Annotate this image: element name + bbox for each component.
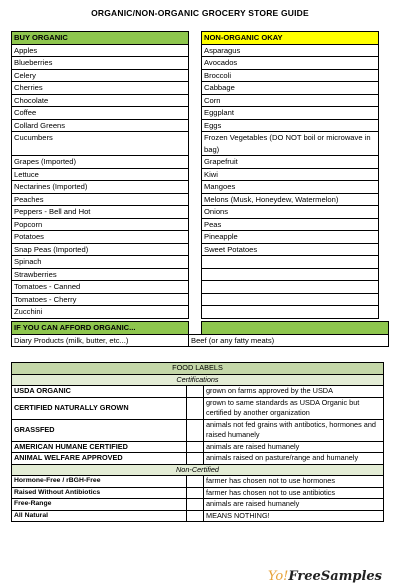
food-label-name: Raised Without Antibiotics <box>12 487 187 499</box>
non-organic-item <box>202 256 379 269</box>
non-organic-item: Broccoli <box>202 69 379 82</box>
food-labels-header: FOOD LABELS <box>12 363 384 375</box>
non-organic-item <box>202 268 379 281</box>
buy-organic-item: Lettuce <box>12 168 189 181</box>
food-label-description: grown to same standards as USDA Organic but certified by another organization <box>204 397 384 419</box>
buy-organic-item: Blueberries <box>12 57 189 70</box>
food-label-description: animals are raised humanely <box>204 441 384 453</box>
buy-organic-item: Cherries <box>12 82 189 95</box>
food-label-description: farmer has chosen not to use antibiotics <box>204 487 384 499</box>
buy-organic-item: Strawberries <box>12 268 189 281</box>
buy-organic-item: Celery <box>12 69 189 82</box>
non-organic-item: Onions <box>202 206 379 219</box>
buy-organic-item: Snap Peas (Imported) <box>12 243 189 256</box>
afford-dairy: Diary Products (milk, butter, etc...) <box>12 334 189 347</box>
food-label-description: grown on farms approved by the USDA <box>204 386 384 398</box>
food-label-name: Free-Range <box>12 499 187 511</box>
buy-organic-header: BUY ORGANIC <box>12 32 189 45</box>
non-organic-item: Mangoes <box>202 181 379 194</box>
buy-organic-item: Spinach <box>12 256 189 269</box>
buy-organic-item: Collard Greens <box>12 119 189 132</box>
noncertified-header: Non-Certified <box>12 464 384 476</box>
page-title: ORGANIC/NON-ORGANIC GROCERY STORE GUIDE <box>91 8 309 18</box>
non-organic-item: Grapefruit <box>202 156 379 169</box>
food-label-name: All Natural <box>12 510 187 522</box>
buy-organic-item: Coffee <box>12 107 189 120</box>
buy-organic-item: Tomatoes - Cherry <box>12 293 189 306</box>
non-organic-item: Avocados <box>202 57 379 70</box>
buy-organic-item: Peppers - Bell and Hot <box>12 206 189 219</box>
buy-organic-item: Zucchini <box>12 306 189 319</box>
food-label-name: USDA ORGANIC <box>12 386 187 398</box>
buy-organic-item: Peaches <box>12 193 189 206</box>
non-organic-item: Eggs <box>202 119 379 132</box>
buy-organic-item: Popcorn <box>12 218 189 231</box>
food-label-description: animals not fed grains with antibotics, hormones and raised humanely <box>204 419 384 441</box>
certifications-header: Certifications <box>12 374 384 386</box>
buy-organic-item: Cucumbers <box>12 132 189 156</box>
buy-organic-item: Nectarines (Imported) <box>12 181 189 194</box>
buy-organic-item: Potatoes <box>12 231 189 244</box>
food-label-description: MEANS NOTHING! <box>204 510 384 522</box>
non-organic-item: Peas <box>202 218 379 231</box>
non-organic-item: Kiwi <box>202 168 379 181</box>
non-organic-item <box>202 293 379 306</box>
non-organic-item <box>202 281 379 294</box>
non-organic-item: Corn <box>202 94 379 107</box>
food-label-name: AMERICAN HUMANE CERTIFIED <box>12 441 187 453</box>
non-organic-item: Cabbage <box>202 82 379 95</box>
buy-organic-item: Tomatoes - Canned <box>12 281 189 294</box>
non-organic-item: Melons (Musk, Honeydew, Watermelon) <box>202 193 379 206</box>
watermark-prefix: Yo! <box>267 569 289 584</box>
afford-organic-table <box>11 321 389 347</box>
buy-organic-item: Grapes (Imported) <box>12 156 189 169</box>
non-organic-item: Sweet Potatoes <box>202 243 379 256</box>
non-organic-item: Eggplant <box>202 107 379 120</box>
food-label-name: GRASSFED <box>12 419 187 441</box>
watermark-logo <box>268 569 382 584</box>
food-label-name: CERTIFIED NATURALLY GROWN <box>12 397 187 419</box>
non-organic-item: Asparagus <box>202 44 379 57</box>
watermark-brand: FreeSamples <box>288 569 382 584</box>
buy-organic-item: Chocolate <box>12 94 189 107</box>
food-label-description: animals are raised humanely <box>204 499 384 511</box>
food-label-name: ANIMAL WELFARE APPROVED <box>12 453 187 465</box>
non-organic-item: Frozen Vegetables (DO NOT boil or microwave in bag) <box>202 132 379 156</box>
non-organic-item <box>202 306 379 319</box>
afford-beef: Beef (or any fatty meats) <box>189 334 389 347</box>
non-organic-header: NON-ORGANIC OKAY <box>202 32 379 45</box>
grocery-guide-table <box>11 31 379 319</box>
food-label-description: animals raised on pasture/range and humanely <box>204 453 384 465</box>
buy-organic-item: Apples <box>12 44 189 57</box>
food-labels-table <box>11 362 384 522</box>
afford-organic-header: IF YOU CAN AFFORD ORGANIC... <box>12 322 189 335</box>
food-label-description: farmer has chosen not to use hormones <box>204 476 384 488</box>
non-organic-item: Pineapple <box>202 231 379 244</box>
food-label-name: Hormone-Free / rBGH-Free <box>12 476 187 488</box>
